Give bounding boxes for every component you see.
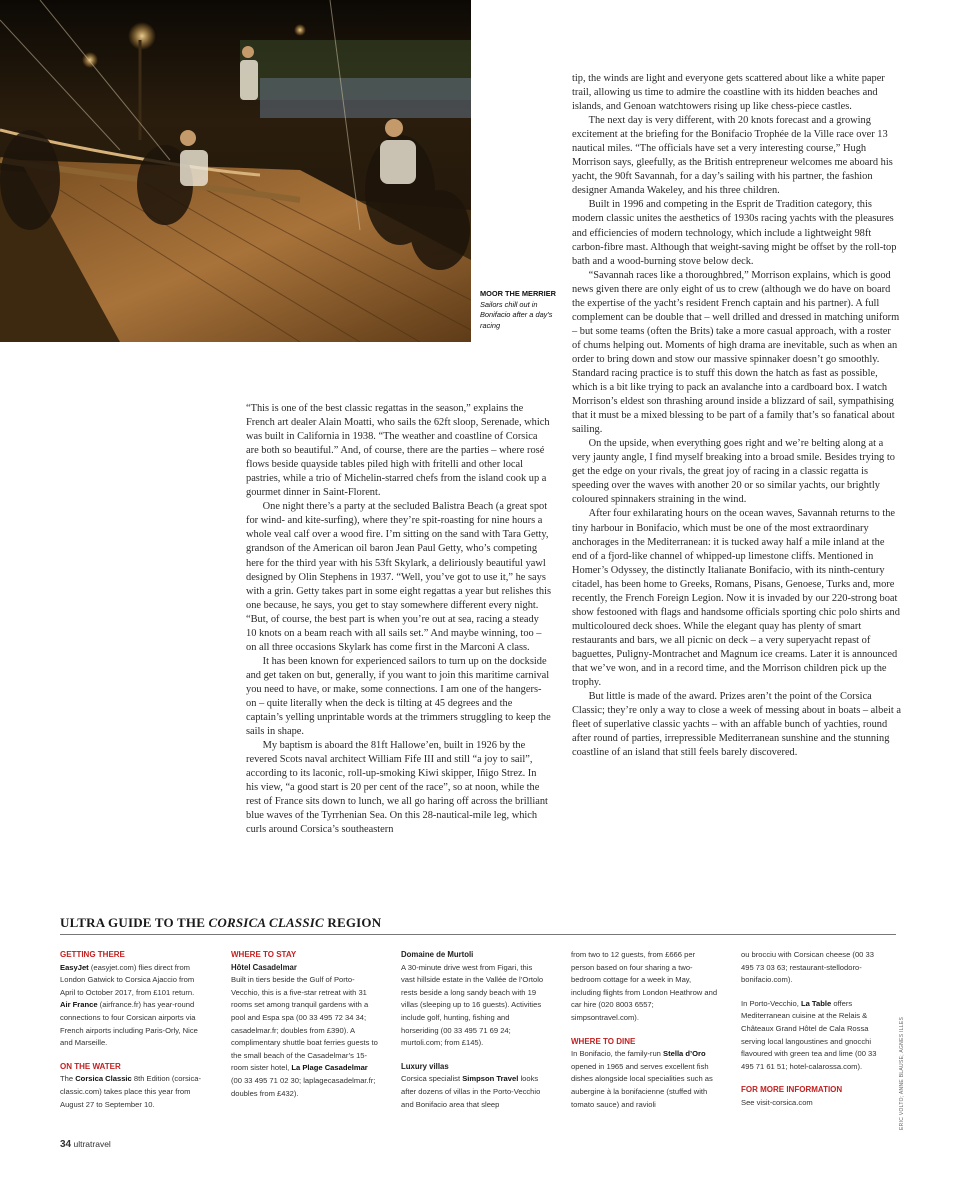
- text-fragment: offers Mediterranean cuisine at the Relais & Châteaux Grand Hôtel de Cala Rossa serving local langoustines and gnocchi flavoured with green tea and lime (00 33 495 71 61 51; hotel-calarossa.com).: [741, 998, 877, 1071]
- guide-text-airfrance: [60, 999, 207, 1049]
- caption-title: MOOR THE MERRIER: [480, 289, 556, 298]
- section-heading-where-to-stay: WHERE TO STAY: [231, 950, 297, 959]
- section-heading-more-info: FOR MORE INFORMATION: [741, 1085, 843, 1095]
- text-fragment: opened in 1965 and serves excellent fish dishes alongside local specialities such as aubergine à la bonifacienne (stuffed with tomato sauce) and ravioli: [571, 1061, 713, 1109]
- guide-title: [60, 915, 381, 931]
- la-table-name: La Table: [800, 998, 832, 1008]
- article-paragraph: After four exhilarating hours on the ocean waves, Savannah returns to the tiny harbour in Bonifacio, which must be one of the most extraordinary anchorages in the Mediterranean: it is tucked away half a mile inland at the end of a fjord-like channel of whipped-up limestone cliffs. Mentioned in Homer’s Odyssey, the distinctly Italianate Bonifacio, with its ninth-century citadel, has been home to Greeks, Romans, Pisans, Genoese, Turks and, more recently, the French Foreign Legion. Now it is invaded by our 220-strong boat show festooned with flags and handsome officials sporting chic polo shirts and multicoloured deck shoes. While the elegant quay has plenty of smart restaurants and bars, we all picnic on deck – a very superyacht repast of baguettes, Puligny-Montrachet and Magnum ice creams. Later it is announced that we’ve won, and in a record time, and the Morrison children pick up the trophy.: [572, 508, 900, 689]
- article-paragraph: One night there’s a party at the secluded Balistra Beach (a great spot for wind- and kite-surfing), where they’re spit-roasting for nine hours a whole veal calf over a wood fire. I’m sitting on the sand with Tara Getty, grandson of the American oil baron Jean Paul Getty, who’s competing here for the third year with his 53ft Skylark, a deliriously beautiful yawl designed by Olin Stephens in 1937. “Well, you’ve got to use it,” he says with a grin. Getty takes part in some eight regattas a year but relishes this one because, he says, you get to stay somewhere different every night. “But, of course, the best part is when you’re out at sea, racing a steady 10 knots on a beam reach with all sails set.” And maybe winning, too – on all three occasions Skylark has come first in the Marconi A class.: [246, 501, 551, 653]
- guide-text-villas-cont: from two to 12 guests, from £666 per person based on four sharing a two-bedroom cottage for a week in May, including flights from London Heathrow and car hire (020 8003 6557; simpsontravel.com).: [571, 950, 718, 1022]
- corsica-classic-name: Corsica Classic: [75, 1074, 132, 1084]
- article-paragraph: But little is made of the award. Prizes aren’t the point of the Corsica Classic; they’re only a way to close a week of messing about in boats – albeit a fleet of superlative classic yachts – with an affable bunch of yachties, round after round of parties, irrepressible Mediterranean sunshine and the stunning coastline of an island that still feels barely discovered.: [572, 691, 901, 759]
- plage-name: La Plage Casadelmar: [291, 1063, 368, 1073]
- text-fragment: Built in tiers beside the Gulf of Porto-Vecchio, this is a five-star retreat with 31 rooms set among tranquil gardens with a pool and Espa spa (00 33 495 72 34 34; casadelmar.fr; doubles from £390). A complimentary shuttle boat ferries guests to the small beach of the Casadelmar’s 15-room sister hotel,: [231, 975, 378, 1073]
- section-heading-on-the-water: ON THE WATER: [60, 1061, 121, 1071]
- caption-body: Sailors chill out in Bonifacio after a day's racing: [480, 299, 553, 330]
- guide-title-event: CORSICA CLASSIC: [208, 915, 324, 930]
- guide-column-3: [401, 949, 548, 1111]
- hotel-name: Hôtel Casadelmar: [231, 962, 297, 972]
- section-heading-getting-there: GETTING THERE: [60, 950, 125, 959]
- guide-divider: [60, 934, 896, 935]
- guide-text-easyjet: [60, 962, 207, 1000]
- page-folio: [60, 1139, 111, 1150]
- guide-title-prefix: ULTRA GUIDE TO THE: [60, 915, 209, 930]
- photo-credit: ERIC VOLTO; ANNE BLAUSE; AGNES ILLES: [899, 1016, 905, 1130]
- guide-text-la-table: [741, 998, 888, 1074]
- easyjet-name: EasyJet: [60, 962, 89, 972]
- article-paragraph: “This is one of the best classic regattas in the season,” explains the French art dealer Alain Moatti, who sails the 62ft sloop, Serenade, which was built in California in 1938. “The weather and coastline of Corsica are both so beautiful.” And, of course, there are the parties – where rosé flows beside quayside tables piled high with fritelli and other local pastries, while a trio of Michelin-starred chefs from the island cook up a gourmet dinner in Saint-Florent.: [246, 403, 550, 499]
- guide-column-2: [231, 949, 378, 1100]
- guide-text-dine-cont: ou brocciu with Corsican cheese (00 33 495 73 03 63; restaurant-stellodoro-bonifacio.com).: [741, 950, 874, 985]
- article-paragraph: tip, the winds are light and everyone gets scattered about like a white paper trail, allowing us time to admire the coastline with its hidden beaches and islands, and Genoan watchtowers rising up like chess-piece castles.: [572, 73, 885, 113]
- guide-text-hotel: [231, 974, 378, 1100]
- stella-doro-name: Stella d’Oro: [663, 1049, 706, 1059]
- article-paragraph: On the upside, when everything goes right and we’re belting along at a very jaunty angle, I find myself breaking into a broad smile. Besides trying to get the edge on your rivals, the great joy of racing in a classic regatta is speeding over the waves with another 20 or so similar yachts, our brightly coloured spinnakers straining in the wind.: [572, 438, 895, 506]
- text-fragment: In Porto-Vecchio,: [741, 998, 801, 1008]
- guide-title-suffix: REGION: [323, 915, 382, 930]
- guide-text-on-the-water: [60, 1073, 207, 1111]
- photo-caption: [480, 289, 560, 331]
- guide-text-dine: [571, 1048, 718, 1111]
- article-paragraph: Built in 1996 and competing in the Esprit de Tradition category, this modern classic unites the aesthetics of 1930s racing yachts with the pleasures and efficiencies of modern technology, which include a lightweight 98ft carbon-fibre mast. Although that weight-saving might be offset by the roll-top bath and a wood-burning stove below deck.: [572, 199, 897, 267]
- yacht-deck-night-image: [0, 0, 471, 342]
- text-fragment: 8th Edition (corsica-classic.com) takes place this year from August 27 to September 10.: [60, 1074, 201, 1109]
- article-paragraph: My baptism is aboard the 81ft Hallowe’en, built in 1926 by the revered Scots naval architect William Fife III and still “a joy to sail”, according to its laconic, roll-up-smoking Kiwi skipper, Iñigo Strez. In his view, “a good start is 20 per cent of the race”, so at noon, while the rest of France sits down to lunch, we all go haring off across the brilliant blue waves of the Tyrrhenian Sea. On this 28-nautical-mile leg, which curls around Corsica’s southeastern: [246, 740, 548, 836]
- page-number: 34: [60, 1139, 72, 1150]
- hero-photo: [0, 0, 471, 342]
- airfrance-text: (airfrance.fr) has year-round connections to four Corsican airports via French airports including Paris-Orly, Nice and Marseille.: [60, 1000, 198, 1048]
- guide-text-murtoli: A 30-minute drive west from Figari, this vast hillside estate in the Vallée de l’Ortolo rests beside a long sandy beach with 19 villas (sleeping up to 16 guests). Activities include golf, hunting, fishing and horseriding (00 33 495 71 69 24; murtoli.com; from £145).: [401, 962, 544, 1048]
- article-paragraph: “Savannah races like a thoroughbred,” Morrison explains, which is good news given there are only eight of us to crew (although we do have on board the expertise of the yacht’s resident French captain and his partner). A full complement can be double that – well drilled and dressed in matching uniform – but some teams (often the Brits) take a more casual approach, with a roster of chums helping out. Moments of high drama are inevitable, such as when an order to bring down and stow our massive spinnaker doesn’t go smoothly. Standard racing practice is to stuff this down the hatch as fast as possible, which is a bit like trying to pack an avalanche into a cardboard box. I watch Morrison’s eldest son thrashing around inside a blizzard of sail, sympathising that it must be a mixed blessing to be part of a family that’s so fanatical about sailing.: [572, 269, 900, 436]
- article-paragraph: The next day is very different, with 20 knots forecast and a growing excitement at the briefing for the Bonifacio Trophée de la Ville race over 13 nautical miles. “The officials have set a very interesting course,” Hugh Morrison says, gleefully, as the British entrepreneur welcomes me aboard his yacht, the 90ft Savannah, for a day’s sailing with his partner, the fashion designer Amanda Wakeley, and his three children.: [572, 115, 893, 197]
- airfrance-name: Air France: [60, 1000, 98, 1010]
- guide-column-1: [60, 949, 207, 1111]
- guide-column-5: [741, 949, 888, 1110]
- murtoli-heading: Domaine de Murtoli: [401, 950, 474, 959]
- luxury-villas-heading: Luxury villas: [401, 1061, 449, 1071]
- text-fragment: looks after dozens of villas in the Porto-Vecchio and Bonifacio area that sleep: [401, 1074, 541, 1109]
- guide-text-more-info: See visit-corsica.com: [741, 1097, 813, 1107]
- text-fragment: (00 33 495 71 02 30; laplagecasadelmar.fr; doubles from £432).: [231, 1075, 376, 1098]
- guide-text-villas: [401, 1073, 548, 1111]
- text-fragment: The: [60, 1074, 76, 1084]
- article-column-left: [246, 402, 551, 837]
- text-fragment: Corsica specialist: [401, 1074, 463, 1084]
- easyjet-text: (easyjet.com) flies direct from London Gatwick to Corsica Ajaccio from April to October 2017, from £101 return.: [60, 962, 195, 997]
- text-fragment: In Bonifacio, the family-run: [571, 1049, 664, 1059]
- magazine-name: ultratravel: [73, 1139, 111, 1149]
- article-paragraph: It has been known for experienced sailors to turn up on the dockside and get taken on but, generally, if you want to join this maritime carnival you need to have, or make, some connections. I am one of the hangers-on – quite literally when the deck is tilting at 45 degrees and the captain’s yelling unprintable words at the trimmers struggling to keep the sails in shape.: [246, 655, 551, 738]
- article-column-right: [572, 72, 902, 760]
- simpson-travel-name: Simpson Travel: [462, 1074, 519, 1084]
- section-heading-where-to-dine: WHERE TO DINE: [571, 1036, 636, 1046]
- guide-column-4: [571, 949, 718, 1111]
